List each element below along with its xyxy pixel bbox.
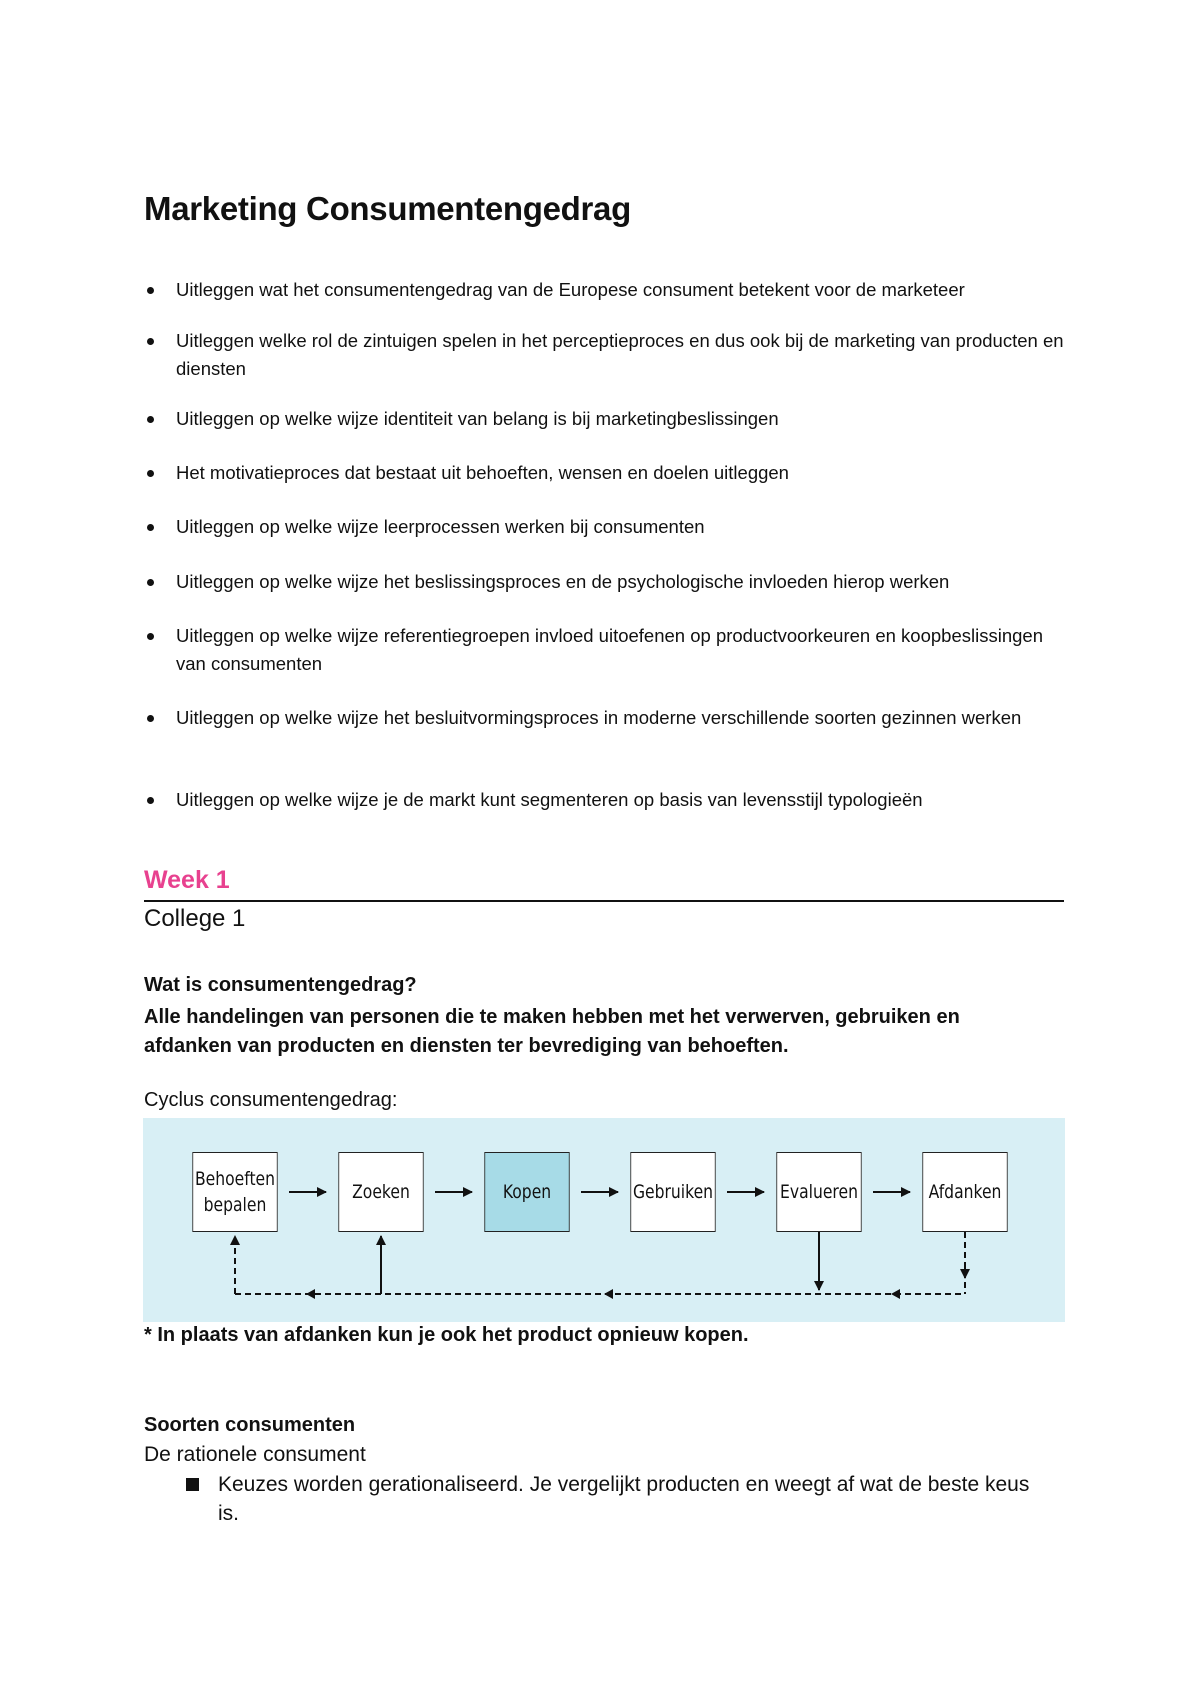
consumer-types-heading: Soorten consumenten — [144, 1414, 356, 1436]
objective-item: Uitleggen welke rol de zintuigen spelen in het perceptieproces en dus ook bij de marketing van producten en diensten — [144, 327, 1064, 383]
rational-consumer-subheading: De rationele consument — [144, 1443, 366, 1466]
cycle-step-zoeken: Zoeken — [338, 1152, 423, 1232]
cycle-step-behoeften-bepalen: Behoeften bepalen — [192, 1152, 277, 1232]
cycle-step-kopen: Kopen — [484, 1152, 569, 1232]
cycle-note: * In plaats van afdanken kun je ook het product opnieuw kopen. — [144, 1324, 749, 1346]
document-title: Marketing Consumentengedrag — [144, 190, 631, 227]
objective-item: Uitleggen op welke wijze het beslissingsproces en de psychologische invloeden hierop werken — [144, 568, 1064, 596]
objective-item: Uitleggen op welke wijze identiteit van belang is bij marketingbeslissingen — [144, 405, 1064, 433]
square-bullet-icon — [186, 1478, 199, 1491]
objective-item: Uitleggen wat het consumentengedrag van de Europese consument betekent voor de marketeer — [144, 276, 1064, 304]
objective-item: Uitleggen op welke wijze het besluitvormingsproces in moderne verschillende soorten gezinnen werken — [144, 704, 1064, 732]
cycle-step-evalueren: Evalueren — [776, 1152, 861, 1232]
objective-item: Uitleggen op welke wijze je de markt kunt segmenteren op basis van levensstijl typologieën — [144, 786, 1064, 814]
objective-item: Het motivatieproces dat bestaat uit behoeften, wensen en doelen uitleggen — [144, 459, 1064, 487]
cycle-label: Cyclus consumentengedrag: — [144, 1089, 398, 1111]
cycle-step-afdanken: Afdanken — [922, 1152, 1007, 1232]
consumer-behaviour-cycle-diagram — [143, 1118, 1065, 1322]
objective-item: Uitleggen op welke wijze leerprocessen werken bij consumenten — [144, 513, 1064, 541]
college-heading: College 1 — [144, 905, 246, 932]
feedback-loop — [235, 1232, 965, 1294]
cycle-step-gebruiken: Gebruiken — [630, 1152, 715, 1232]
definition-answer: Alle handelingen van personen die te maken hebben met het verwerven, gebruiken en afdanken van producten en diensten ter bevrediging van behoeften. — [144, 1006, 960, 1057]
heading-divider — [144, 900, 1064, 902]
week-heading: Week 1 — [144, 866, 230, 894]
definition-question: Wat is consumentengedrag? — [144, 974, 417, 996]
objective-item: Uitleggen op welke wijze referentiegroepen invloed uitoefenen op productvoorkeuren en koopbeslissingen van consumenten — [144, 622, 1064, 678]
rational-consumer-bullet: Keuzes worden gerationaliseerd. Je vergelijkt producten en weegt af wat de beste keus is. — [218, 1473, 1030, 1525]
